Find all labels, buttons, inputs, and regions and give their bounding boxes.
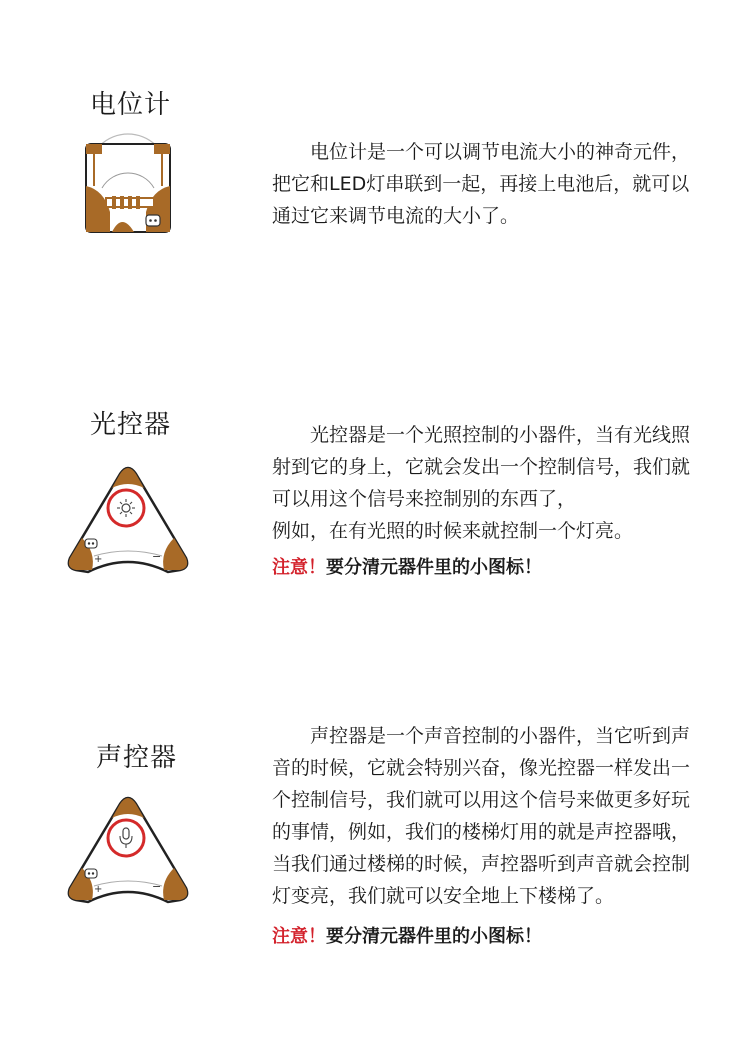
potentiometer-module-icon: [82, 124, 174, 236]
light-sensor-title: 光控器: [90, 410, 172, 440]
note-text: 要分清元器件里的小图标！: [326, 926, 542, 947]
sound-sensor-title: 声控器: [96, 743, 178, 773]
note-warning-label: 注意！: [272, 926, 326, 947]
sound-sensor-description: [272, 720, 702, 912]
note-warning-label: 注意！: [272, 557, 326, 578]
minus-label: −: [152, 880, 162, 893]
plus-label: +: [94, 554, 103, 565]
light-sensor-note: [272, 553, 542, 579]
sound-sensor-paragraph: 声控器是一个声音控制的小器件，当它听到声音的时候，它就会特别兴奋，像光控器一样发出一个控制信号，我们就可以用这个信号来做更多好玩的事情，例如，我们的楼梯灯用的就是声控器哦，当我们通过楼梯的时候，声控器听到声音就会控制灯变亮，我们就可以安全地上下楼梯了。: [272, 725, 691, 907]
plus-label: +: [94, 884, 103, 895]
light-sensor-module-icon: [64, 464, 192, 580]
sound-sensor-module-icon: [64, 794, 192, 910]
potentiometer-title: 电位计: [90, 90, 172, 120]
light-sensor-paragraph-1: 光控器是一个光照控制的小器件，当有光线照射到它的身上，它就会发出一个控制信号，我们就可以用这个信号来控制别的东西了，: [272, 424, 691, 510]
potentiometer-description: [272, 136, 702, 232]
potentiometer-paragraph: 电位计是一个可以调节电流大小的神奇元件，把它和LED灯串联到一起，再接上电池后，就可以通过它来调节电流的大小了。: [272, 141, 691, 227]
minus-label: −: [152, 550, 162, 563]
light-sensor-paragraph-2: 例如，在有光照的时候来就控制一个灯亮。: [272, 520, 634, 542]
light-sensor-description: [272, 419, 702, 547]
sound-sensor-note: [272, 922, 542, 948]
note-text: 要分清元器件里的小图标！: [326, 557, 542, 578]
